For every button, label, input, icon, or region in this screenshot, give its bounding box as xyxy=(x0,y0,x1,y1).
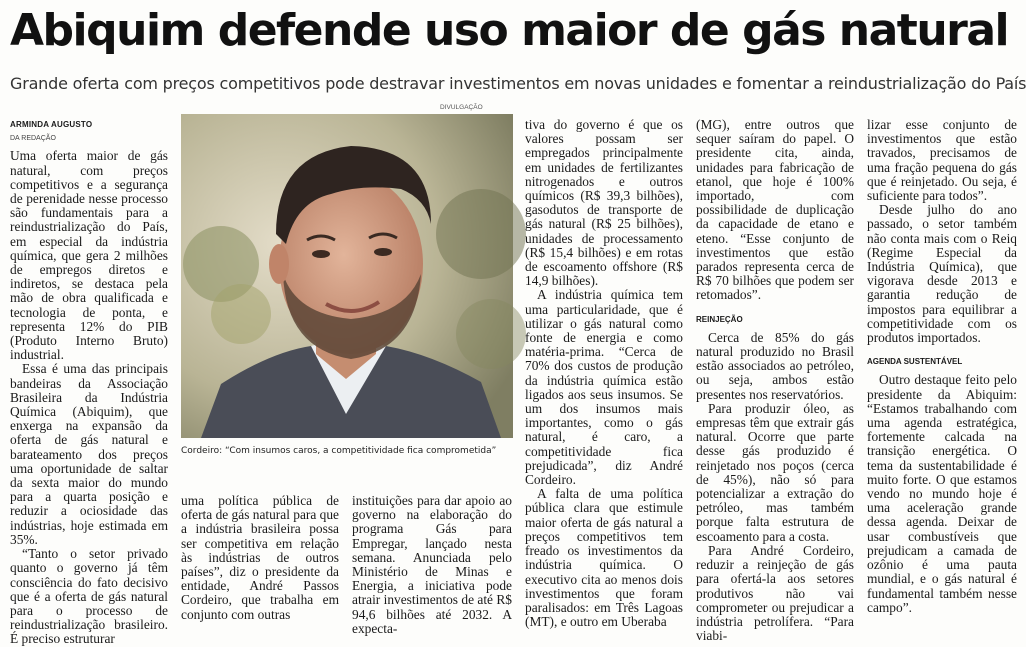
section-heading: AGENDA SUSTENTÁVEL xyxy=(867,357,963,367)
paragraph: (MG), entre outros que sequer saíram do papel. O presidente cita, ainda, unidades para fabricação de etanol, que hoje é 100% importado, com possibilidade de duplicação da capacidade de etano e eteno. “Esse conjunto de investimentos que estão parados representa cerca de R$ 70 bilhões que podem ser retomados”. xyxy=(696,117,854,303)
paragraph: tiva do governo é que os valores possam ser empregados principalmente em unidades de fertilizantes nitrogenados e outros químicos (R$ 39,3 bilhões), gasodutos de transporte de gás natural (R$ 25 bilhões), unidades de processamento (R$ 15,4 bilhões) e em rotas de escoamento offshore (R$ 14,9 bilhões). xyxy=(525,117,683,289)
paragraph: lizar esse conjunto de investimentos que estão travados, precisamos de uma fração pequena do gás que é reinjetado. Ou seja, é suficiente para todos”. xyxy=(867,117,1017,204)
portrait-photo xyxy=(181,114,513,438)
paragraph: uma política pública de oferta de gás natural para que a indústria brasileira possa ser competitiva em relação às indústrias de outros países”, diz o presidente da entidade, André Passos Cordeiro, que trabalha em conjunto com outras xyxy=(181,493,340,622)
paragraph: Para produzir óleo, as empresas têm que extrair gás natural. Ocorre que parte desse gás produzido é reinjetado nos poços (cerca de 45%), não só para potencializar a extração do petróleo, mas também porque falta estrutura de escoamento para a costa. xyxy=(696,400,854,544)
subtitle: Grande oferta com preços competitivos pode destravar investimentos em novas unidades e fomentar a reindustrialização do País xyxy=(10,74,1026,93)
section-heading: REINJEÇÃO xyxy=(696,314,743,324)
paragraph: Cerca de 85% do gás natural produzido no Brasil estão associados ao petróleo, ou seja, ambos estão presentes nos reservatórios. xyxy=(696,329,854,402)
column-3 xyxy=(352,493,512,636)
photo-caption: Cordeiro: “Com insumos caros, a competitividade fica comprometida” xyxy=(181,446,497,456)
paragraph: Desde julho do ano passado, o setor também não conta mais com o Reiq (Regime Especial da Indústria Química), que vigorava desde 2013 e garantia redução de impostos para equilibrar a competitividade com os produtos importados. xyxy=(867,202,1017,346)
column-2 xyxy=(181,494,339,630)
author-byline: ARMINDA AUGUSTO xyxy=(10,120,93,129)
paragraph: Uma oferta maior de gás natural, com preços competitivos e a segurança de perenidade nesse processo são fundamentais para a reindustrialização do País, em especial da indústria química, que gera 2 milhões de empregos diretos e indiretos, se destaca pela mão de obra qualificada e tecnologia de ponta, e representa 12% do PIB (Produto Interno Bruto) industrial. xyxy=(10,148,168,363)
headline: Abiquim defende uso maior de gás natural xyxy=(10,5,1009,56)
paragraph: Para André Cordeiro, reduzir a reinjeção de gás para ofertá-la aos setores produtivos não vai comprometer ou prejudicar a indústria petrolífera. “Para viabi- xyxy=(696,542,854,644)
paragraph: A falta de uma política pública clara que estimule maior oferta de gás natural a preços competitivos tem freado os investimentos da indústria química. O executivo cita ao menos dois investimentos que foram paralisados: em Três Lagoas (MT), e outro em Uberaba xyxy=(525,486,683,630)
paragraph: instituições para dar apoio ao governo na elaboração do programa Gás para Empregar, lançado nesta semana. Anunciada pelo Ministério de Minas e Energia, a iniciativa pode atrair investimentos de até R$ 94,6 bilhões até 2032. A expecta- xyxy=(352,493,512,636)
paragraph: Essa é uma das principais bandeiras da Associação Brasileira da Indústria Química (Abiquim), que enxerga na expansão da oferta de gás natural e barateamento dos preços uma oportunidade de saltar da sexta maior do mundo para a quarta posição e reduzir a ociosidade das indústrias, hoje estimada em 35%. xyxy=(10,361,168,547)
column-1 xyxy=(10,118,168,647)
photo-credit: DIVULGAÇÃO xyxy=(440,104,483,111)
paragraph: Outro destaque feito pelo presidente da Abiquim: “Estamos trabalhando com uma agenda estratégica, fortemente calcada na transição energética. O tema da sustentabilidade é muito forte. O que estamos vendo no mundo hoje é uma aceleração grande dessa agenda. Deixar de usar combustíveis que prejudicam a camada de ozônio é uma pauta mundial, e o gás natural é fundamental também nesse campo”. xyxy=(867,372,1017,615)
column-6 xyxy=(867,118,1017,630)
desk-label: DA REDAÇÃO xyxy=(10,135,56,143)
column-5 xyxy=(696,117,854,644)
portrait-illustration xyxy=(181,114,513,438)
column-4 xyxy=(525,118,683,630)
paragraph: A indústria química tem uma particularidade, que é utilizar o gás natural como fonte de energia e como matéria-prima. “Cerca de 70% dos custos de produção da indústria química estão ligados aos seus insumos. Se um dos insumos mais importantes, como o gás natural, é caro, a competitividade fica prejudicada”, diz André Cordeiro. xyxy=(525,287,683,488)
paragraph: “Tanto o setor privado quanto o governo já têm consciência do fato decisivo que é a oferta de gás natural para o processo de reindustrialização brasileiro. É preciso estruturar xyxy=(10,546,168,647)
